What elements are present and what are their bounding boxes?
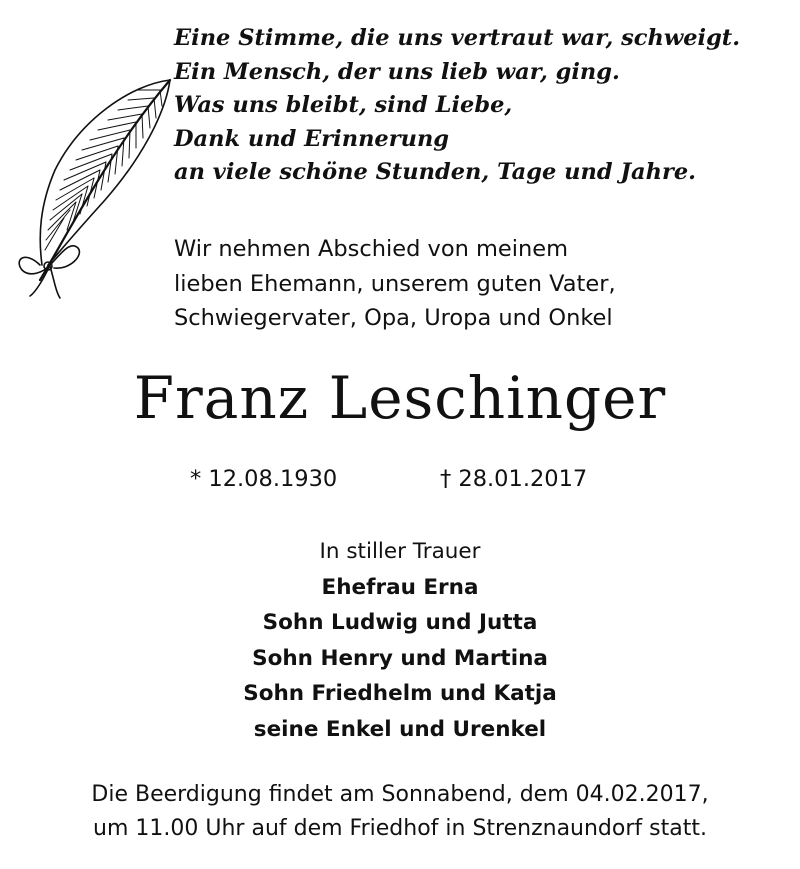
intro-line: Wir nehmen Abschied von meinem bbox=[174, 236, 569, 262]
poem-line: an viele schöne Stunden, Tage und Jahre. bbox=[174, 159, 696, 185]
intro-line: lieben Ehemann, unserem guten Vater, bbox=[174, 270, 616, 297]
poem-line: Was uns bleibt, sind Liebe, bbox=[174, 92, 513, 118]
deceased-name: Franz Leschinger bbox=[133, 364, 667, 432]
funeral-line: Die Beerdigung findet am Sonnabend, dem 04.02.2017, bbox=[91, 782, 709, 807]
poem-line: Ein Mensch, der uns lieb war, ging. bbox=[174, 58, 620, 85]
mourner-line: Sohn Henry und Martina bbox=[252, 645, 548, 671]
birth-date: * 12.08.1930 bbox=[190, 466, 338, 492]
mourner-line: Sohn Friedhelm und Katja bbox=[243, 681, 557, 706]
mourner-line: seine Enkel und Urenkel bbox=[253, 716, 547, 742]
feather-icon bbox=[10, 60, 180, 300]
poem-line: Dank und Erinnerung bbox=[174, 125, 450, 152]
mourner-line: Sohn Ludwig und Jutta bbox=[262, 610, 538, 635]
mourners-block bbox=[0, 534, 800, 747]
poem-line: Eine Stimme, die uns vertraut war, schweigt. bbox=[174, 25, 741, 51]
funeral-line: um 11.00 Uhr auf dem Friedhof in Strenznaundorf statt. bbox=[93, 816, 707, 841]
intro-line: Schwiegervater, Opa, Uropa und Onkel bbox=[174, 305, 613, 331]
death-date: † 28.01.2017 bbox=[440, 466, 588, 492]
farewell-intro bbox=[174, 232, 774, 336]
mourners-intro: In stiller Trauer bbox=[319, 539, 481, 564]
poem bbox=[174, 22, 794, 190]
funeral-notice bbox=[0, 778, 800, 846]
mourner-line: Ehefrau Erna bbox=[321, 574, 479, 600]
